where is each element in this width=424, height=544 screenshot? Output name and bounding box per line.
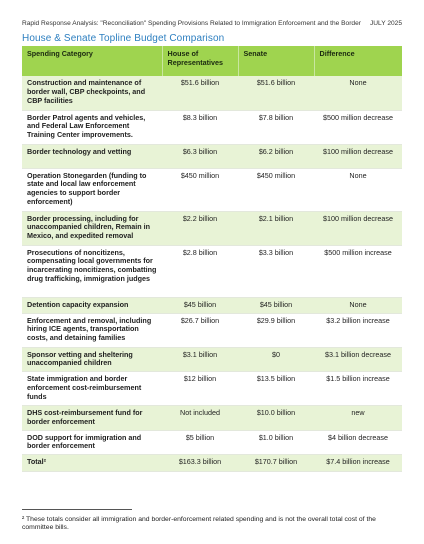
category-cell: Prosecutions of noncitizens, compensating local governments for incarcerating noncitizens, combatting drug trafficking, immigration judges (22, 245, 162, 297)
column-header-house: House of Representatives (162, 46, 238, 76)
senate-value-cell: $45 billion (238, 297, 314, 313)
house-value-cell: $3.1 billion (162, 347, 238, 372)
table-row (22, 406, 402, 431)
table-row (22, 76, 402, 110)
category-cell: Sponsor vetting and sheltering unaccompanied children (22, 347, 162, 372)
senate-value-cell: $1.0 billion (238, 430, 314, 455)
difference-value-cell: None (314, 76, 402, 110)
category-cell: Operation Stonegarden (funding to state and local law enforcement agencies to support border enforcement) (22, 168, 162, 211)
column-header-senate: Senate (238, 46, 314, 76)
table-row (22, 110, 402, 144)
senate-value-cell: $13.5 billion (238, 372, 314, 406)
house-value-cell: $163.3 billion (162, 455, 238, 472)
house-value-cell: Not included (162, 406, 238, 431)
header-report-title: Rapid Response Analysis: "Reconciliation" Spending Provisions Related to Immigration Enforcement and the Border (22, 20, 361, 27)
senate-value-cell: $170.7 billion (238, 455, 314, 472)
house-value-cell: $5 billion (162, 430, 238, 455)
difference-value-cell: $500 million decrease (314, 110, 402, 144)
table-row (22, 372, 402, 406)
house-value-cell: $12 billion (162, 372, 238, 406)
table-row (22, 144, 402, 168)
house-value-cell: $51.6 billion (162, 76, 238, 110)
house-value-cell: $450 million (162, 168, 238, 211)
category-cell: Total² (22, 455, 162, 472)
table-header-row (22, 46, 402, 76)
difference-value-cell: $3.2 billion increase (314, 313, 402, 347)
senate-value-cell: $450 million (238, 168, 314, 211)
table-row (22, 245, 402, 297)
difference-value-cell: $100 million decrease (314, 211, 402, 245)
difference-value-cell: None (314, 297, 402, 313)
senate-value-cell: $51.6 billion (238, 76, 314, 110)
difference-value-cell: None (314, 168, 402, 211)
category-cell: Border Patrol agents and vehicles, and Federal Law Enforcement Training Center improvements. (22, 110, 162, 144)
table-row (22, 211, 402, 245)
house-value-cell: $2.8 billion (162, 245, 238, 297)
footnote: ² These totals consider all immigration and border-enforcement related spending and is not the overall total cost of the committee bills. (22, 516, 376, 532)
house-value-cell: $6.3 billion (162, 144, 238, 168)
house-value-cell: $2.2 billion (162, 211, 238, 245)
table-row (22, 168, 402, 211)
category-cell: Enforcement and removal, including hiring ICE agents, transportation costs, and detaining families (22, 313, 162, 347)
senate-value-cell: $6.2 billion (238, 144, 314, 168)
footnote-divider (22, 509, 132, 510)
header-date: JULY 2025 (369, 20, 402, 27)
category-cell: State immigration and border enforcement cost-reimbursement funds (22, 372, 162, 406)
senate-value-cell: $29.9 billion (238, 313, 314, 347)
difference-value-cell: $1.5 billion increase (314, 372, 402, 406)
difference-value-cell: $4 billion decrease (314, 430, 402, 455)
house-value-cell: $26.7 billion (162, 313, 238, 347)
category-cell: Construction and maintenance of border wall, CBP checkpoints, and CBP facilities (22, 76, 162, 110)
difference-value-cell: $100 million decrease (314, 144, 402, 168)
house-value-cell: $45 billion (162, 297, 238, 313)
category-cell: Border processing, including for unaccompanied children, Remain in Mexico, and expedited removal (22, 211, 162, 245)
category-cell: Border technology and vetting (22, 144, 162, 168)
category-cell: DOD support for immigration and border enforcement (22, 430, 162, 455)
difference-value-cell: $500 million increase (314, 245, 402, 297)
senate-value-cell: $10.0 billion (238, 406, 314, 431)
senate-value-cell: $7.8 billion (238, 110, 314, 144)
section-title: House & Senate Topline Budget Comparison (22, 33, 225, 44)
senate-value-cell: $2.1 billion (238, 211, 314, 245)
table-row (22, 313, 402, 347)
column-header-category: Spending Category (22, 46, 162, 76)
senate-value-cell: $0 (238, 347, 314, 372)
difference-value-cell: $7.4 billion increase (314, 455, 402, 472)
budget-comparison-table (22, 46, 402, 472)
table-row (22, 430, 402, 455)
senate-value-cell: $3.3 billion (238, 245, 314, 297)
table-row-total (22, 455, 402, 472)
column-header-difference: Difference (314, 46, 402, 76)
difference-value-cell: $3.1 billion decrease (314, 347, 402, 372)
table-row (22, 347, 402, 372)
category-cell: Detention capacity expansion (22, 297, 162, 313)
difference-value-cell: new (314, 406, 402, 431)
house-value-cell: $8.3 billion (162, 110, 238, 144)
table-body (22, 76, 402, 472)
table-row (22, 297, 402, 313)
category-cell: DHS cost-reimbursement fund for border enforcement (22, 406, 162, 431)
